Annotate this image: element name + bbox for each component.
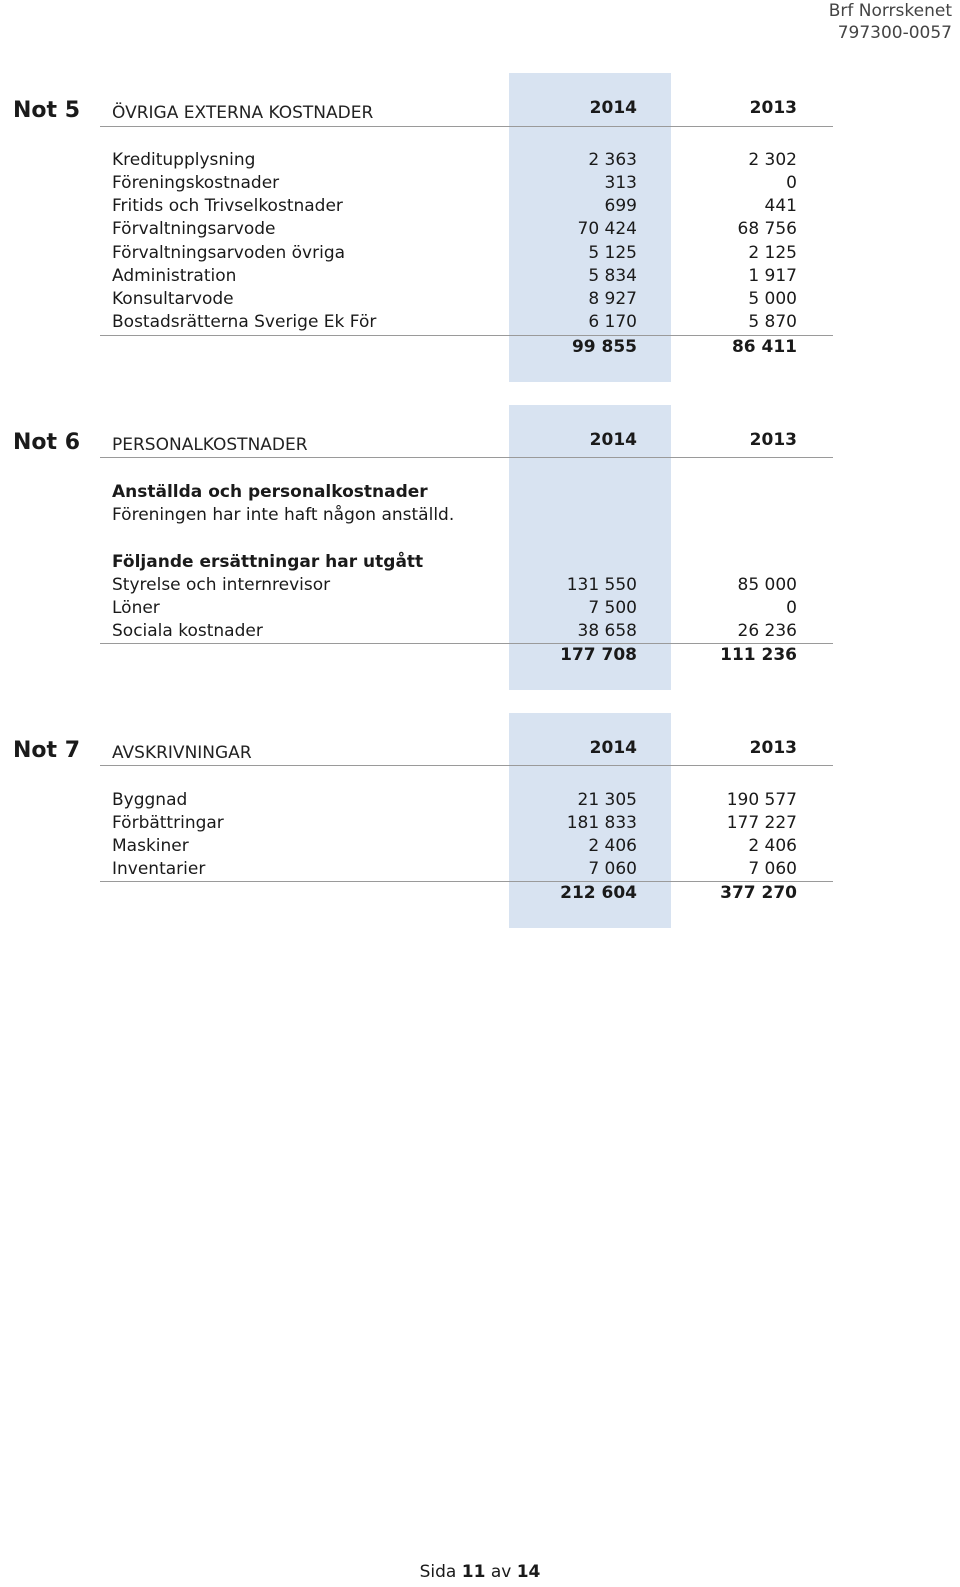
value-2013: 5 870 (748, 312, 797, 332)
value-2014: 313 (604, 173, 637, 193)
value-2013: 2 406 (748, 836, 797, 856)
value-2013: 2 125 (748, 243, 797, 263)
table-row (0, 148, 960, 172)
year-2014-header: 2014 (589, 738, 637, 758)
row-label: Bostadsrätterna Sverige Ek För (112, 312, 377, 332)
note-title: PERSONALKOSTNADER (112, 435, 308, 455)
value-2014: 181 833 (566, 813, 637, 833)
total-2013: 111 236 (720, 645, 797, 665)
table-row (0, 811, 960, 835)
value-2013: 85 000 (737, 575, 797, 595)
subheading-label: Anställda och personalkostnader (112, 482, 428, 502)
total-row (0, 881, 960, 905)
footer-prefix: Sida (419, 1562, 457, 1582)
table-row (0, 857, 960, 881)
value-2014: 38 658 (577, 621, 637, 641)
value-2014: 131 550 (566, 575, 637, 595)
value-2014: 5 834 (588, 266, 637, 286)
total-2014: 177 708 (560, 645, 637, 665)
table-row (0, 264, 960, 288)
table-row (0, 788, 960, 812)
table-row (0, 834, 960, 858)
value-2014: 6 170 (588, 312, 637, 332)
note-title: AVSKRIVNINGAR (112, 743, 252, 763)
value-2013: 1 917 (748, 266, 797, 286)
value-2013: 190 577 (726, 790, 797, 810)
value-2013: 68 756 (737, 219, 797, 239)
total-2013: 86 411 (731, 337, 797, 357)
table-row (0, 287, 960, 311)
row-label: Sociala kostnader (112, 621, 263, 641)
value-2014: 699 (604, 196, 637, 216)
value-2013: 0 (786, 598, 797, 618)
table-row (0, 241, 960, 265)
note-title: ÖVRIGA EXTERNA KOSTNADER (112, 103, 374, 123)
text-line (0, 503, 960, 527)
value-2014: 5 125 (588, 243, 637, 263)
value-2013: 5 000 (748, 289, 797, 309)
table-row (0, 310, 960, 334)
value-2013: 441 (764, 196, 797, 216)
row-label: Förbättringar (112, 813, 224, 833)
value-2014: 7 060 (588, 859, 637, 879)
value-2014: 70 424 (577, 219, 637, 239)
note-text: Föreningen har inte haft någon anställd. (112, 505, 455, 525)
year-2013-header: 2013 (749, 738, 797, 758)
company-name: Brf Norrskenet (828, 1, 952, 21)
value-2013: 2 302 (748, 150, 797, 170)
divider (100, 765, 833, 766)
row-label: Administration (112, 266, 237, 286)
subheading (0, 550, 960, 574)
year-2014-header: 2014 (589, 98, 637, 118)
total-row (0, 643, 960, 667)
value-2013: 7 060 (748, 859, 797, 879)
row-label: Löner (112, 598, 160, 618)
subheading-label: Följande ersättningar har utgått (112, 552, 424, 572)
table-row (0, 619, 960, 643)
total-2013: 377 270 (720, 883, 797, 903)
note-number: Not 5 (13, 98, 81, 123)
table-row (0, 217, 960, 241)
value-2013: 177 227 (726, 813, 797, 833)
table-row (0, 596, 960, 620)
row-label: Förvaltningsarvode (112, 219, 276, 239)
value-2014: 2 363 (588, 150, 637, 170)
table-row (0, 194, 960, 218)
divider (100, 457, 833, 458)
note-number: Not 6 (13, 430, 81, 455)
current-page-number: 11 (461, 1562, 486, 1582)
value-2014: 21 305 (577, 790, 637, 810)
table-row (0, 171, 960, 195)
divider (100, 126, 833, 127)
total-2014: 99 855 (571, 337, 637, 357)
table-row (0, 573, 960, 597)
value-2014: 2 406 (588, 836, 637, 856)
value-2014: 7 500 (588, 598, 637, 618)
row-label: Inventarier (112, 859, 206, 879)
page-footer (0, 1562, 960, 1582)
year-2013-header: 2013 (749, 430, 797, 450)
subheading (0, 480, 960, 504)
note-number: Not 7 (13, 738, 81, 763)
value-2013: 0 (786, 173, 797, 193)
row-label: Styrelse och internrevisor (112, 575, 331, 595)
total-2014: 212 604 (560, 883, 637, 903)
year-2013-header: 2013 (749, 98, 797, 118)
value-2013: 26 236 (737, 621, 797, 641)
row-label: Konsultarvode (112, 289, 234, 309)
total-row (0, 335, 960, 359)
page-header (829, 0, 952, 44)
row-label: Förvaltningsarvoden övriga (112, 243, 346, 263)
row-label: Fritids och Trivselkostnader (112, 196, 343, 216)
year-2014-header: 2014 (589, 430, 637, 450)
row-label: Byggnad (112, 790, 188, 810)
row-label: Kreditupplysning (112, 150, 256, 170)
total-page-count: 14 (516, 1562, 541, 1582)
org-number: 797300-0057 (837, 23, 952, 43)
row-label: Föreningskostnader (112, 173, 280, 193)
value-2014: 8 927 (588, 289, 637, 309)
row-label: Maskiner (112, 836, 189, 856)
footer-middle: av (490, 1562, 512, 1582)
